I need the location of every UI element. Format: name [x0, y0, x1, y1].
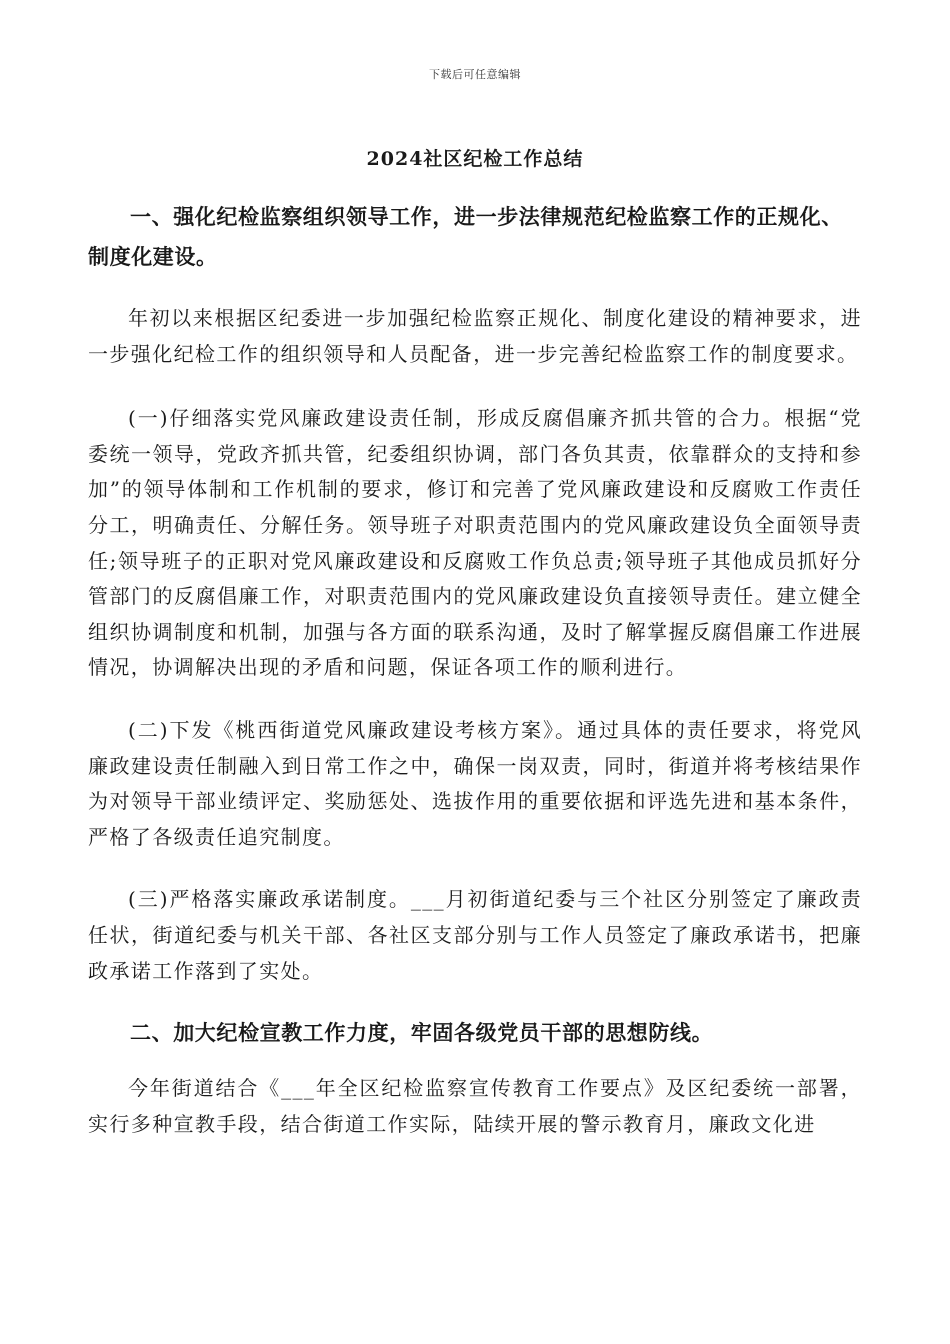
section-heading-2: 二、加大纪检宣教工作力度，牢固各级党员干部的思想防线。 [130, 1020, 714, 1046]
paragraph-intro: 年初以来根据区纪委进一步加强纪检监察正规化、制度化建设的精神要求，进一步强化纪检工作的组织领导和人员配备，进一步完善纪检监察工作的制度要求。 [88, 306, 862, 366]
paragraph-item-1: (一)仔细落实党风廉政建设责任制，形成反腐倡廉齐抓共管的合力。根据“党委统一领导，党政齐抓共管，纪委组织协调，部门各负其责，依靠群众的支持和参加”的领导体制和工作机制的要求，修订和完善了党风廉政建设和反腐败工作责任分工，明确责任、分解任务。领导班子对职责范围内的党风廉政建设负全面领导责任;领导班子的正职对党风廉政建设和反腐败工作负总责;领导班子其他成员抓好分管部门的反腐倡廉工作，对职责范围内的党风廉政建设负直接领导责任。建立健全组织协调制度和机制，加强与各方面的联系沟通，及时了解掌握反腐倡廉工作进展情况，协调解决出现的矛盾和问题，保证各项工作的顺利进行。 [88, 406, 862, 680]
paragraph-item-3: (三)严格落实廉政承诺制度。___月初街道纪委与三个社区分别签定了廉政责任状，街道纪委与机关干部、各社区支部分别与工作人员签定了廉政承诺书，把廉政承诺工作落到了实处。 [88, 887, 862, 983]
paragraph-education: 今年街道结合《___年全区纪检监察宣传教育工作要点》及区纪委统一部署，实行多种宣教手段，结合街道工作实际，陆续开展的警示教育月，廉政文化进 [88, 1076, 862, 1136]
document-title: 2024社区纪检工作总结 [366, 148, 584, 170]
section-heading-1: 一、强化纪检监察组织领导工作，进一步法律规范纪检监察工作的正规化、制度化建设。 [88, 204, 843, 269]
header-note: 下载后可任意编辑 [429, 68, 521, 81]
document-body [88, 197, 862, 1166]
paragraph-item-2: (二)下发《桃西街道党风廉政建设考核方案》。通过具体的责任要求，将党风廉政建设责任制融入到日常工作之中，确保一岗双责，同时，街道并将考核结果作为对领导干部业绩评定、奖励惩处、选拔作用的重要依据和评选先进和基本条件，严格了各级责任追究制度。 [88, 717, 862, 849]
